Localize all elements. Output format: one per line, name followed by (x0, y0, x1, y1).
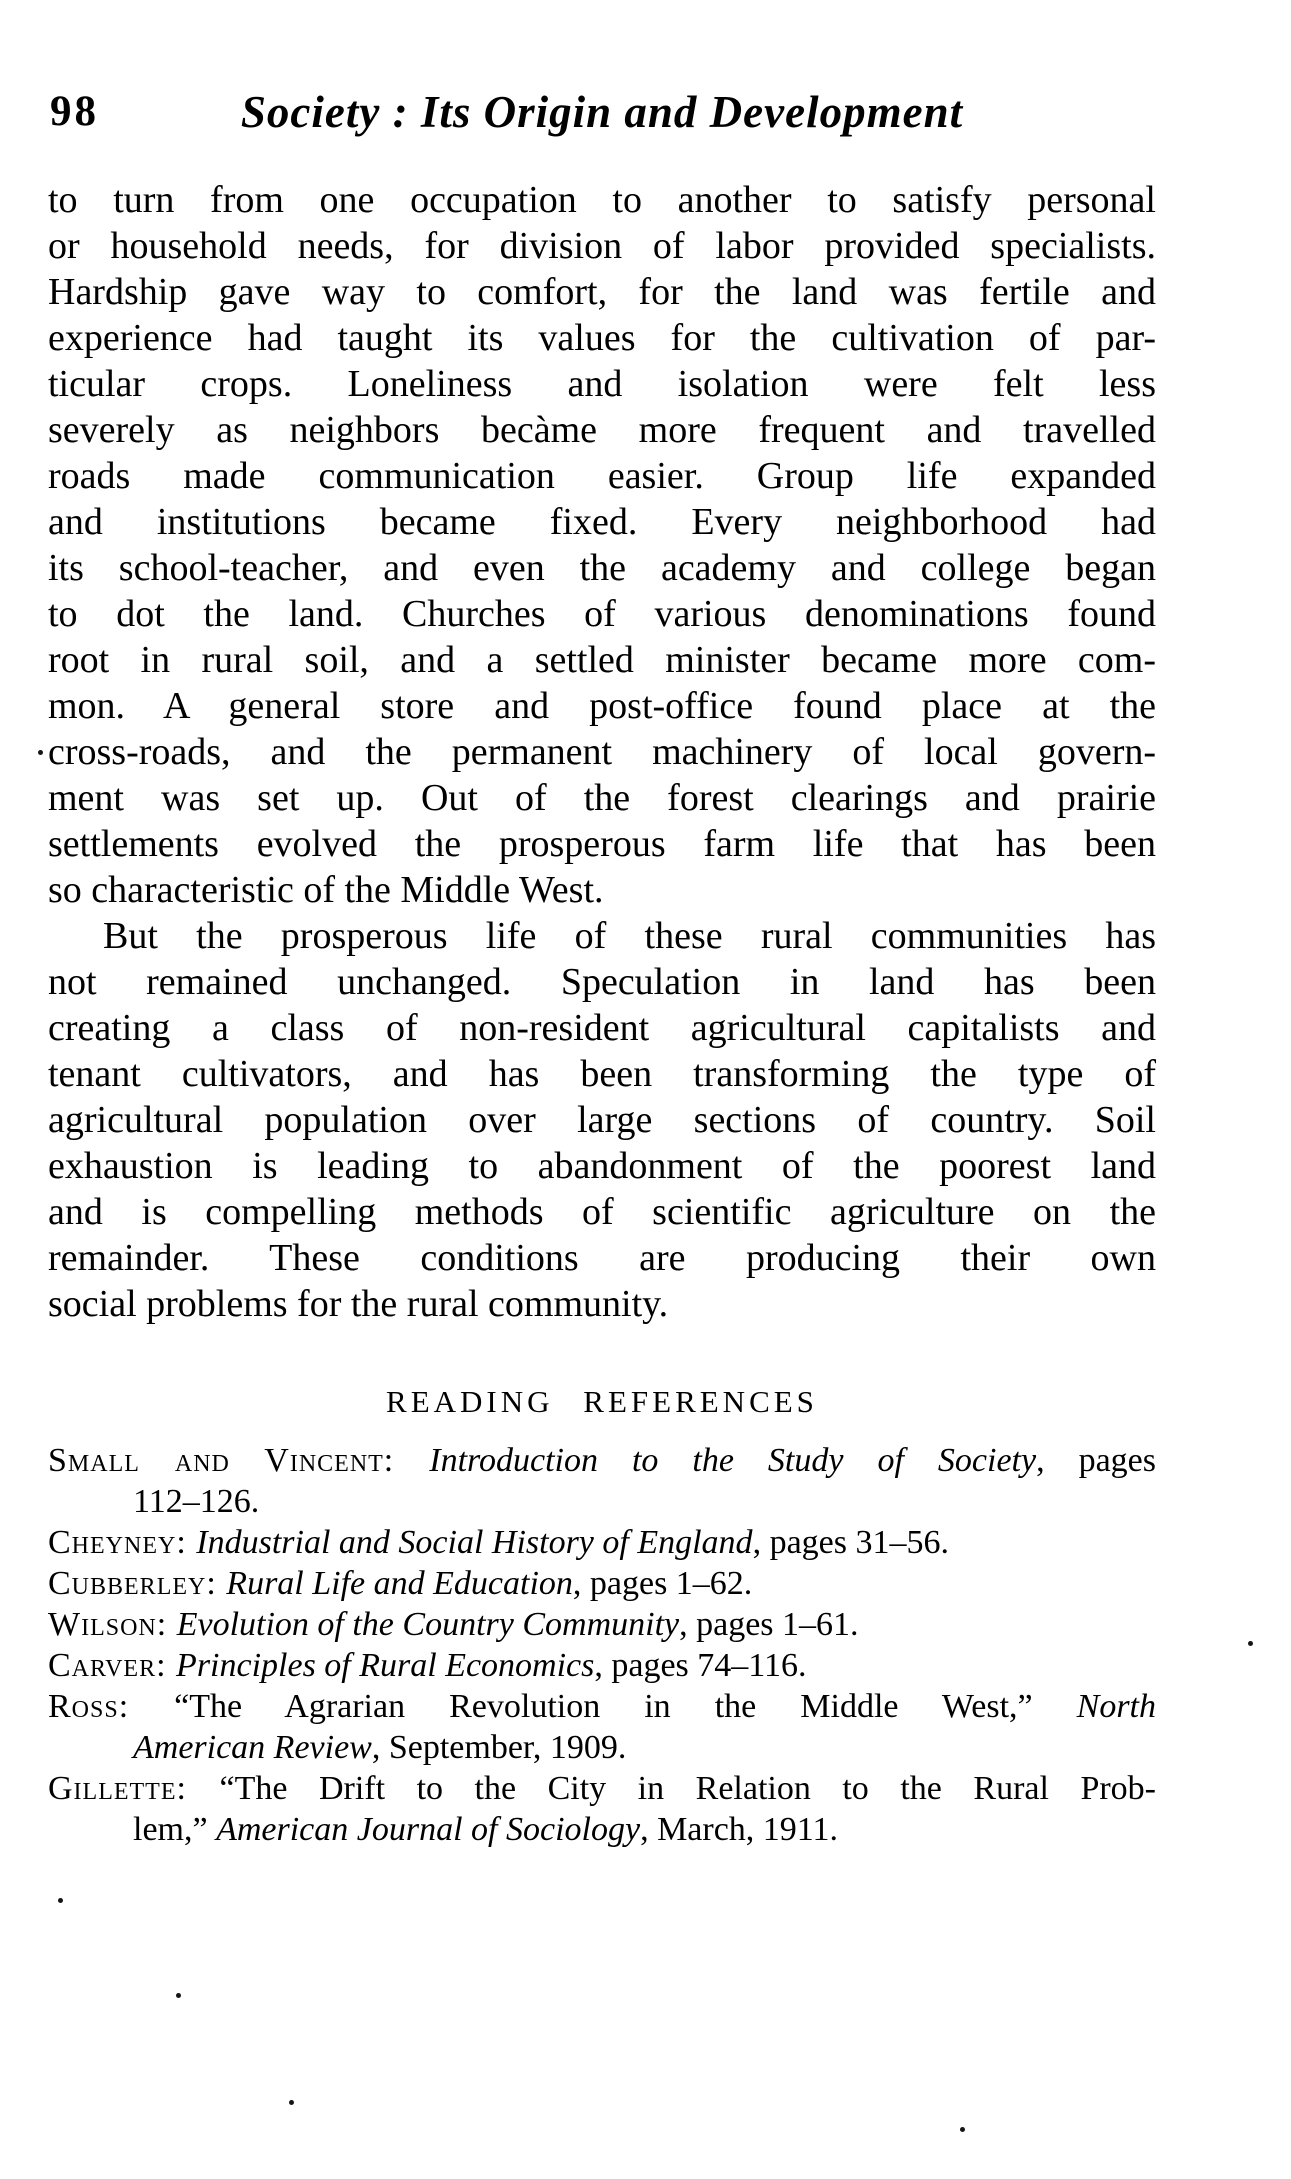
body-line: and is compelling methods of scientific agriculture on the (48, 1191, 1156, 1233)
body-line: roads made communication easier. Group life expanded (48, 455, 1156, 497)
scan-speck (176, 1993, 181, 1998)
references-heading: READING REFERENCES (386, 1384, 818, 1419)
reference-line: Cubberley: Rural Life and Education, pages 1–62. (48, 1565, 753, 1602)
reference-line: Ross: “The Agrarian Revolution in the Middle West,” North (48, 1688, 1156, 1725)
scan-speck (58, 1898, 63, 1903)
body-line: experience had taught its values for the cultivation of par- (48, 317, 1156, 359)
body-line: ticular crops. Loneliness and isolation were felt less (48, 363, 1156, 405)
page-number: 98 (50, 88, 99, 135)
reference-line: 112–126. (133, 1483, 260, 1520)
body-line: settlements evolved the prosperous farm life that has been (48, 823, 1156, 865)
body-line: and institutions became fixed. Every neighborhood had (48, 501, 1156, 543)
reference-line: Carver: Principles of Rural Economics, pages 74–116. (48, 1647, 807, 1684)
body-line: exhaustion is leading to abandonment of the poorest land (48, 1145, 1156, 1187)
scan-speck (38, 750, 43, 755)
body-line: But the prosperous life of these rural communities has (103, 915, 1156, 957)
page-header (48, 88, 1156, 144)
body-line: its school-teacher, and even the academy and college began (48, 547, 1156, 589)
body-line: to turn from one occupation to another to satisfy personal (48, 179, 1156, 221)
reference-line: Cheyney: Industrial and Social History of England, pages 31–56. (48, 1524, 949, 1561)
body-line: remainder. These conditions are producing their own (48, 1237, 1156, 1279)
reference-line: Small and Vincent: Introduction to the Study of Society, pages (48, 1442, 1156, 1479)
body-line: not remained unchanged. Speculation in land has been (48, 961, 1156, 1003)
body-line: social problems for the rural community. (48, 1283, 669, 1325)
reading-references (48, 1440, 1156, 1850)
body-line: cross-roads, and the permanent machinery of local govern- (48, 731, 1156, 773)
body-line: tenant cultivators, and has been transforming the type of (48, 1053, 1156, 1095)
scan-speck (1248, 1641, 1253, 1646)
body-line: to dot the land. Churches of various denominations found (48, 593, 1156, 635)
reference-line: American Review, September, 1909. (133, 1729, 627, 1766)
body-text (48, 177, 1156, 1327)
scan-speck (960, 2127, 965, 2132)
body-line: severely as neighbors becàme more frequent and travelled (48, 409, 1156, 451)
body-line: root in rural soil, and a settled minister became more com- (48, 639, 1156, 681)
reference-line: Wilson: Evolution of the Country Community, pages 1–61. (48, 1606, 859, 1643)
body-line: mon. A general store and post-office found place at the (48, 685, 1156, 727)
reference-line: Gillette: “The Drift to the City in Relation to the Rural Prob- (48, 1770, 1156, 1807)
body-line: or household needs, for division of labor provided specialists. (48, 225, 1156, 267)
body-line: so characteristic of the Middle West. (48, 869, 604, 911)
running-title: Society : Its Origin and Development (240, 87, 964, 137)
reference-line: lem,” American Journal of Sociology, March, 1911. (133, 1811, 839, 1848)
body-line: Hardship gave way to comfort, for the land was fertile and (48, 271, 1156, 313)
body-line: agricultural population over large sections of country. Soil (48, 1099, 1156, 1141)
scan-speck (289, 2100, 294, 2105)
body-line: creating a class of non-resident agricultural capitalists and (48, 1007, 1156, 1049)
body-line: ment was set up. Out of the forest clearings and prairie (48, 777, 1156, 819)
